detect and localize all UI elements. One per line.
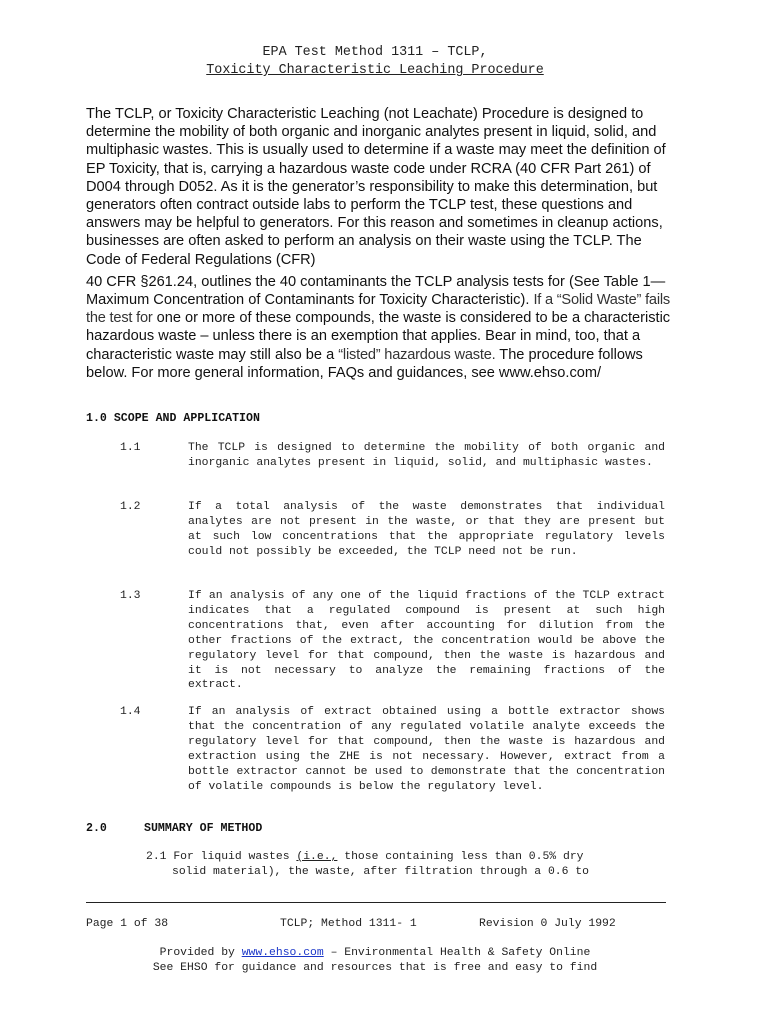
title-line-1: EPA Test Method 1311 – TCLP, (262, 45, 488, 60)
section-2-number: 2.0 (86, 822, 107, 835)
summary-part-a: 2.1 For liquid wastes (146, 851, 297, 863)
item-text: If a total analysis of the waste demonstrates that individual analytes are not present in the waste, or that they are present but at such low concentrations that the appropriate regulatory levels could not possibly be exceeded, the TCLP need not be run. (188, 501, 665, 558)
provided-by-notice (0, 946, 750, 976)
summary-ie: (i.e., (296, 851, 338, 863)
section-item (120, 705, 665, 794)
item-number: 1.3 (120, 590, 141, 602)
intro-text (86, 105, 671, 382)
section-1-heading: 1.0 SCOPE AND APPLICATION (86, 412, 260, 425)
item-number: 1.1 (120, 442, 141, 454)
section-item (120, 500, 665, 560)
item-text: The TCLP is designed to determine the mobility of both organic and inorganic analytes present in liquid, solid, and multiphasic wastes. (188, 442, 665, 469)
provided-by-line (0, 946, 750, 961)
intro-p2-solid-waste: If a “Solid Waste” fails the test for (86, 292, 671, 327)
item-number: 1.4 (120, 706, 141, 718)
section-2-heading (86, 822, 386, 838)
intro-p2-part-a: 40 CFR §261.24, outlines the 40 contaminants the TCLP analysis tests for (See Table 1—Maximum Concentration of Contaminants for Toxicity Characteristic). (86, 273, 666, 309)
revision-label: Revision 0 July 1992 (479, 918, 616, 930)
item-number: 1.2 (120, 501, 141, 513)
intro-paragraph-2 (86, 273, 671, 382)
provided-prefix: Provided by (159, 947, 242, 959)
summary-line-2: solid material), the waste, after filtration through a 0.6 to (172, 865, 589, 878)
ehso-link[interactable]: www.ehso.com (241, 947, 324, 959)
page-footer (86, 918, 666, 934)
guidance-line: See EHSO for guidance and resources that is free and easy to find (152, 962, 598, 974)
summary-paragraph (146, 850, 662, 880)
title-line-2: Toxicity Characteristic Leaching Procedure (206, 63, 544, 78)
intro-paragraph-1: The TCLP, or Toxicity Characteristic Leaching (not Leachate) Procedure is designed to determine the mobility of both organic and inorganic analytes present in liquid, solid, and multiphasic wastes. This is usually used to determine if a waste may meet the definition of EP Toxicity, that is, carrying a hazardous waste code under RCRA (40 CFR Part 261) of D004 through D052. As it is the generator’s responsibility to make this determination, but generators often contract outside labs to perform the TCLP test, these questions and answers may be helpful to generators. For this reason and sometimes in cleanup actions, businesses are often asked to perform an analysis on their waste using the TCLP. The Code of Federal Regulations (CFR) (86, 106, 666, 268)
summary-part-b: those containing less than 0.5% dry (337, 851, 584, 863)
provided-suffix: – Environmental Health & Safety Online (323, 947, 591, 959)
page-number: Page 1 of 38 (86, 918, 169, 930)
document-title (0, 44, 750, 80)
intro-p2-part-e: The procedure follows below. For more general information, FAQs and guidances, see www.ehso.com/ (86, 346, 643, 381)
footer-divider (86, 902, 666, 903)
intro-p2-listed: “listed” hazardous waste. (338, 346, 496, 363)
intro-p2-part-c: one or more of these compounds, the waste is considered to be a characteristic hazardous waste – unless there is an exemption that applies. Bear in mind, too, that a characteristic waste may still also be a (86, 310, 671, 363)
section-item (120, 441, 665, 471)
section-2-title: SUMMARY OF METHOD (144, 822, 263, 835)
item-text: If an analysis of extract obtained using a bottle extractor shows that the concentration of any regulated volatile analyte exceeds the regulatory level for that compound, then the waste is hazardous and extraction using the ZHE is not necessary. However, extract from a bottle extractor cannot be used to demonstrate that the concentration of volatile compounds is below the regulatory level. (188, 706, 665, 793)
section-item (120, 589, 665, 693)
method-label: TCLP; Method 1311- 1 (280, 918, 417, 930)
item-text: If an analysis of any one of the liquid fractions of the TCLP extract indicates that a regulated compound is present at such high concentrations that, even after accounting for dilution from the other fractions of the extract, the concentration would be above the regulatory level for that compound, then the waste is hazardous and it is not necessary to analyze the remaining fractions of the extract. (188, 590, 665, 692)
